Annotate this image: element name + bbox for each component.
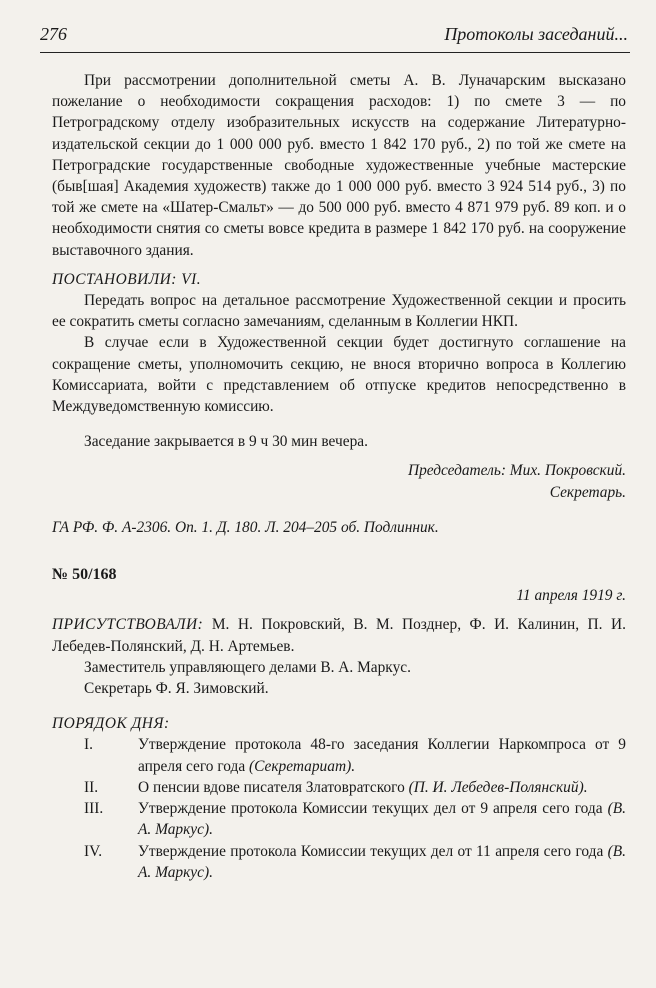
present-names: М. Н. Покровский, В. М. Позднер, Ф. И. Калинин, П. И. Лебедев-Полянский, Д. Н. Артемьев. [52, 616, 626, 655]
agenda-item-text: Утверждение протокола Комиссии текущих дел от 9 апреля сего года (В. А. Маркус). [138, 800, 626, 839]
resolved-heading: ПОСТАНОВИЛИ: VI. [52, 270, 202, 288]
agenda-item-number: IV. [84, 842, 103, 860]
signature-secretary: Секретарь. [549, 483, 626, 501]
protocol-number: № 50/168 [52, 566, 117, 584]
agenda-item-number: II. [84, 778, 99, 796]
agenda-item [52, 841, 626, 883]
running-title: Протоколы заседаний... [444, 24, 628, 44]
page-number: 276 [40, 24, 67, 44]
agenda-heading: ПОРЯДОК ДНЯ: [52, 715, 170, 733]
deputy-manager: Заместитель управляющего делами В. А. Маркус. [84, 658, 411, 676]
protocol-date: 11 апреля 1919 г. [516, 587, 626, 605]
agenda-item [52, 734, 626, 776]
agenda-item-number: III. [84, 800, 104, 818]
agenda-item [52, 798, 626, 840]
archive-source: ГА РФ. Ф. А-2306. Оп. 1. Д. 180. Л. 204–205 об. Подлинник. [52, 518, 439, 536]
paragraph-resolution-2: В случае если в Художественной секции будет достигнуто соглашение на сокращение сметы, уполномочить секцию, не внося вторично вопроса в Коллегию Комиссариата, войти с представлением об отпуске кредитов непосредственно в Междуведомственную комиссию. [52, 334, 626, 416]
agenda-item-text: О пенсии вдове писателя Златовратского (П. И. Лебедев-Полянский). [138, 778, 588, 796]
agenda-item [52, 777, 626, 798]
secretary: Секретарь Ф. Я. Зимовский. [84, 680, 269, 698]
paragraph-resolution-1: Передать вопрос на детальное рассмотрение Художественной секции и просить ее сократить сметы согласно замечаниям, сделанным в Коллегии НКП. [52, 292, 626, 331]
present-label: ПРИСУТСТВОВАЛИ: [52, 616, 204, 634]
page-content [52, 70, 626, 883]
agenda-item-text: Утверждение протокола 48-го заседания Коллегии Наркомпроса от 9 апреля сего года (Секретариат). [138, 736, 626, 775]
agenda-item-number: I. [84, 736, 93, 754]
paragraph-closing: Заседание закрывается в 9 ч 30 мин вечера. [84, 433, 368, 451]
page-header [40, 22, 630, 53]
signature-chair: Председатель: Мих. Покровский. [407, 462, 626, 480]
paragraph-estimate-discussion: При рассмотрении дополнительной сметы А. В. Луначарским высказано пожелание о необходимости сокращения расходов: 1) по смете 3 — по Петроградскому отделу изобразительных искусств на содержание Литературно-издательской секции до 1 000 000 руб. вместо 1 842 170 руб., 2) по той же смете на Петроградские государственные свободные художественные учебные мастерские (быв[шая] Академия художеств) также до 1 000 000 руб. вместо 3 924 514 руб., 3) по той же смете на «Шатер-Смальт» — до 500 000 руб. вместо 4 871 979 руб. 89 коп. и о необходимости снятия со сметы вовсе кредита в размере 1 842 170 руб. на сооружение выставочного здания. [52, 72, 626, 259]
attendance [52, 614, 626, 656]
agenda-item-text: Утверждение протокола Комиссии текущих дел от 11 апреля сего года (В. А. Маркус). [138, 842, 626, 881]
